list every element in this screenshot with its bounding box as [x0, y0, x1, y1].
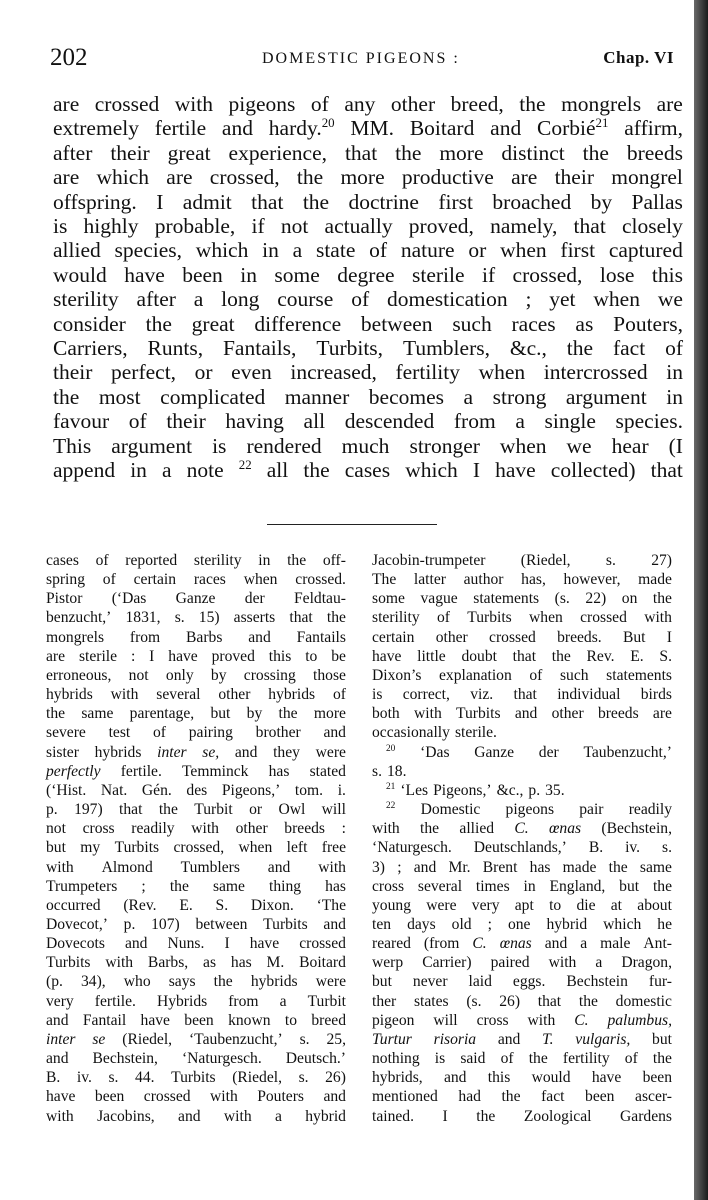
- footnote-line: with Jacobins, and with a hybrid: [46, 1107, 346, 1125]
- footnotes-left-column: [46, 551, 346, 1126]
- main-text-line: favour of their having all descended from a single species.: [53, 409, 683, 434]
- footnote-line: $^{21}$ ‘Les Pigeons,’ &c., p. 35.: [386, 781, 565, 799]
- footnote-line: mentioned had the fact been ascer-: [372, 1088, 672, 1106]
- footnote-line: sterility of Turbits when crossed with: [372, 609, 672, 627]
- footnote-line: s. 18.: [372, 762, 407, 780]
- footnote-line: $^{22}$ Domestic pigeons pair readily: [386, 800, 672, 819]
- footnote-line: Dovecot,’ p. 107) between Turbits and: [46, 915, 346, 933]
- footnote-line: The latter author has, however, made: [372, 571, 672, 589]
- footnote-line: not cross readily with other breeds :: [46, 820, 346, 838]
- main-text-line: their perfect, or even increased, fertility when intercrossed in: [53, 360, 683, 385]
- footnote-line: pigeon will cross with C. palumbus,: [372, 1011, 672, 1029]
- footnote-line: Jacobin-trumpeter (Riedel, s. 27): [372, 552, 672, 569]
- main-text-line: would have been in some degree sterile if crossed, lose this: [53, 262, 683, 287]
- footnote-line: and Fantail have been known to breed: [46, 1011, 346, 1029]
- footnote-line: cross several times in England, but the: [372, 877, 672, 895]
- footnote-line: and Bechstein, ‘Naturgesch. Deutsch.’: [46, 1050, 346, 1068]
- footnote-rule: [267, 524, 437, 525]
- footnote-line: inter se (Riedel, ‘Taubenzucht,’ s. 25,: [46, 1030, 346, 1048]
- footnote-line: severe test of pairing brother and: [46, 724, 346, 742]
- main-text-line: consider the great difference between such races as Pouters,: [53, 311, 683, 336]
- footnote-line: have little doubt that the Rev. E. S.: [372, 647, 672, 665]
- book-spine-shadow: [694, 0, 708, 1200]
- main-text-line: This argument is rendered much stronger when we hear (I: [53, 433, 683, 458]
- main-text-line: are crossed with pigeons of any other breed, the mongrels are: [53, 92, 683, 116]
- main-text-line: extremely fertile and hardy.$^{20}$ MM. Boitard and Corbié$^{21}$ affirm,: [53, 116, 683, 141]
- footnote-line: Trumpeters ; the same thing has: [46, 877, 346, 895]
- main-text-line: allied species, which in a state of nature or when first captured: [53, 238, 683, 263]
- chapter-label: Chap. VI: [603, 48, 674, 67]
- footnote-line: ther states (s. 26) that the domestic: [372, 992, 672, 1010]
- main-text-line: is highly probable, if not actually proved, namely, that closely: [53, 214, 683, 239]
- footnote-line: occasionally sterile.: [372, 724, 497, 742]
- footnote-line: very fertile. Hybrids from a Turbit: [46, 992, 346, 1010]
- footnote-line: erroneous, not only by crossing those: [46, 666, 346, 684]
- footnote-line: perfectly fertile. Temminck has stated: [46, 762, 346, 780]
- footnote-line: 3) ; and Mr. Brent has made the same: [372, 858, 672, 876]
- footnote-line: p. 197) that the Turbit or Owl will: [46, 801, 346, 819]
- footnote-line: with Almond Tumblers and with: [46, 858, 346, 876]
- footnote-line: spring of certain races when crossed.: [46, 571, 346, 589]
- footnote-line: Dixon’s explanation of such statements: [372, 666, 672, 684]
- main-text-line: append in a note $^{22}$ all the cases which I have collected) that: [53, 457, 683, 483]
- footnote-line: Turtur risoria and T. vulgaris, but: [372, 1030, 672, 1048]
- footnote-line: occurred (Rev. E. S. Dixon. ‘The: [46, 896, 346, 914]
- footnote-line: (‘Hist. Nat. Gén. des Pigeons,’ tom. i.: [46, 781, 346, 799]
- main-text-line: after their great experience, that the more distinct the breeds: [53, 140, 683, 165]
- footnote-line: sister hybrids inter se, and they were: [46, 743, 346, 761]
- footnote-line: reared (from C. œnas and a male Ant-: [372, 935, 672, 953]
- footnote-line: with the allied C. œnas (Bechstein,: [372, 820, 672, 838]
- running-title: DOMESTIC PIGEONS :: [262, 50, 460, 67]
- footnote-line: mongrels from Barbs and Fantails: [46, 628, 346, 646]
- footnote-line: are sterile : I have proved this to be: [46, 647, 346, 665]
- main-text-line: Carriers, Runts, Fantails, Turbits, Tumblers, &c., the fact of: [53, 336, 683, 361]
- page-number: 202: [50, 44, 88, 71]
- footnote-line: benzucht,’ 1831, s. 15) asserts that the: [46, 609, 346, 627]
- main-text-line: are which are crossed, the more productive are their mongrel: [53, 165, 683, 190]
- footnote-line: cases of reported sterility in the off-: [46, 552, 346, 569]
- footnote-line: have been crossed with Pouters and: [46, 1088, 346, 1106]
- footnote-line: young were very apt to die at about: [372, 896, 672, 914]
- footnote-line: (p. 34), who says the hybrids were: [46, 973, 346, 991]
- footnote-line: hybrids, and this would have been: [372, 1069, 672, 1087]
- footnote-line: $^{20}$ ‘Das Ganze der Taubenzucht,’: [386, 743, 672, 761]
- running-header: [50, 44, 680, 78]
- main-text-line: offspring. I admit that the doctrine first broached by Pallas: [53, 189, 683, 214]
- main-text-line: sterility after a long course of domestication ; yet when we: [53, 287, 683, 312]
- footnote-line: ‘Naturgesch. Deutschlands,’ B. iv. s.: [372, 839, 672, 857]
- footnote-line: werp Carrier) paired with a Dragon,: [372, 954, 672, 972]
- footnote-line: nothing is said of the fertility of the: [372, 1050, 672, 1068]
- footnote-line: hybrids with several other hybrids of: [46, 686, 346, 704]
- main-text-block: [53, 92, 683, 483]
- footnote-line: both with Turbits and other breeds are: [372, 705, 672, 723]
- footnote-line: Dovecots and Nuns. I have crossed: [46, 935, 346, 953]
- main-text-line: the most complicated manner becomes a strong argument in: [53, 384, 683, 409]
- footnote-line: B. iv. s. 44. Turbits (Riedel, s. 26): [46, 1069, 346, 1087]
- footnote-line: but never laid eggs. Bechstein fur-: [372, 973, 672, 991]
- footnote-line: some vague statements (s. 22) on the: [372, 590, 672, 608]
- footnote-line: is correct, viz. that individual birds: [372, 686, 672, 704]
- footnote-line: tained. I the Zoological Gardens: [372, 1107, 672, 1125]
- footnote-line: Turbits with Barbs, as has M. Boitard: [46, 954, 346, 972]
- footnote-line: certain other crossed breeds. But I: [372, 628, 672, 646]
- footnote-line: but my Turbits crossed, when left free: [46, 839, 346, 857]
- footnote-line: the same parentage, but by the more: [46, 705, 346, 723]
- footnote-line: ten days old ; one hybrid which he: [372, 915, 672, 933]
- footnote-line: Pistor (‘Das Ganze der Feldtau-: [46, 590, 346, 608]
- footnotes-right-column: [372, 551, 672, 1126]
